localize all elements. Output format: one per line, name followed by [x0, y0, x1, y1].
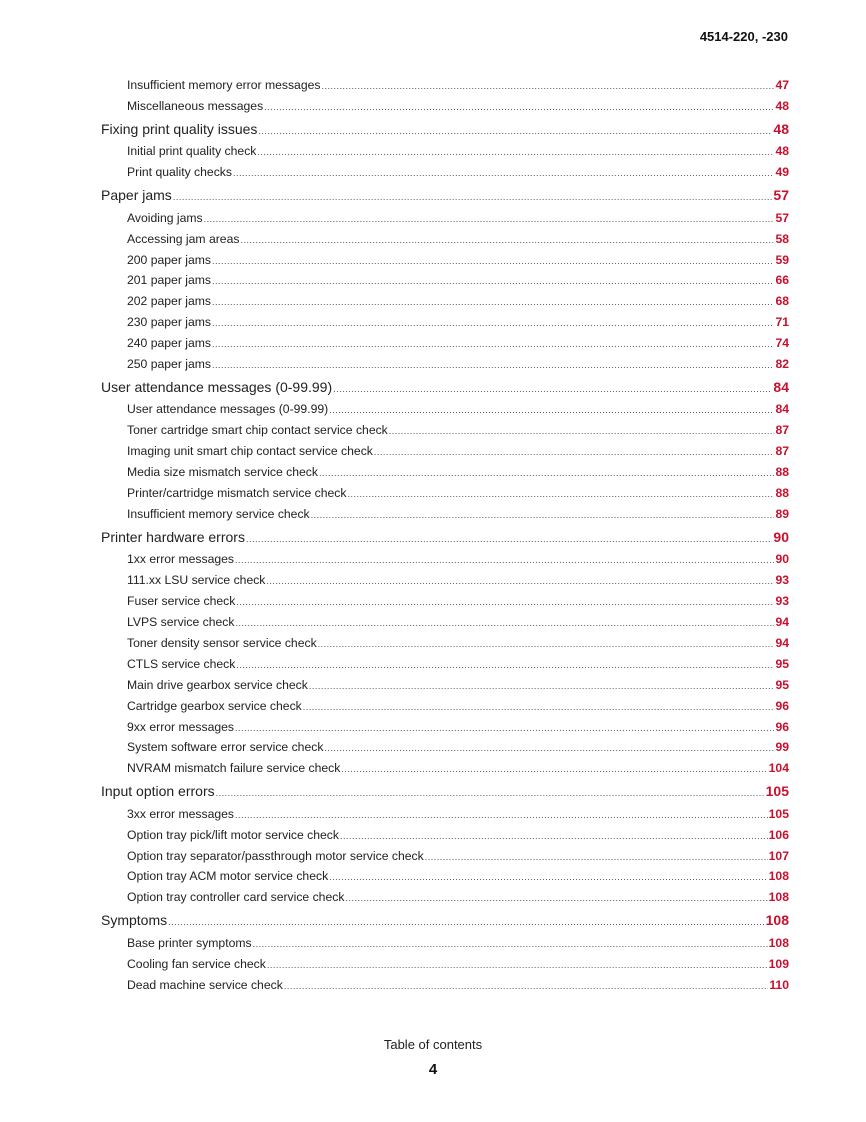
toc-entry-link[interactable]: [101, 423, 789, 444]
toc-entry-title: Base printer symptoms: [127, 935, 252, 950]
toc-entry-title: Imaging unit smart chip contact service check: [127, 444, 373, 459]
toc-entry-link[interactable]: [101, 486, 789, 507]
toc-entry-title: Dead machine service check: [127, 977, 283, 992]
toc-entry-link[interactable]: [101, 99, 789, 120]
toc-page-number: 95: [775, 656, 789, 671]
toc-entry-link[interactable]: [101, 232, 789, 253]
toc-entry-title: 230 paper jams: [127, 315, 212, 330]
toc-page-number: 49: [775, 165, 789, 180]
toc-entry-title: Toner density sensor service check: [127, 635, 317, 650]
dot-leader: [253, 939, 768, 949]
dot-leader: [284, 981, 769, 991]
toc-page-number: 95: [775, 677, 789, 692]
toc-entry-title: Insufficient memory error messages: [127, 78, 321, 92]
toc-entry-title: Printer hardware errors: [101, 528, 245, 545]
toc-entry-link[interactable]: [101, 699, 789, 720]
toc-entry-title: Cartridge gearbox service check: [127, 698, 302, 713]
dot-leader: [340, 831, 768, 841]
toc-entry-title: 200 paper jams: [127, 252, 212, 267]
toc-page-number: 48: [775, 98, 789, 113]
dot-leader: [240, 235, 774, 245]
dot-leader: [374, 447, 775, 457]
toc-entry-link[interactable]: [101, 336, 789, 357]
toc-page-number: 71: [775, 315, 789, 330]
toc-entry-title: Option tray separator/passthrough motor service check: [127, 848, 424, 863]
toc-entry-title: Option tray controller card service check: [127, 890, 345, 905]
dot-leader: [266, 576, 774, 586]
toc-page-number: 105: [768, 806, 789, 821]
toc-page-number: 48: [773, 120, 789, 137]
toc-page-number: 104: [768, 761, 789, 776]
toc-page-number: 108: [768, 869, 789, 884]
toc-entry-title: System software error service check: [127, 740, 324, 755]
toc-page-number: 109: [768, 956, 789, 971]
dot-leader: [233, 168, 774, 178]
toc-page-number: 108: [768, 890, 789, 905]
toc-page-number: 89: [775, 506, 789, 521]
toc-page-number: 93: [775, 573, 789, 588]
toc-entry-link[interactable]: [101, 402, 789, 423]
toc-entry-link[interactable]: [101, 273, 789, 294]
dot-leader: [257, 147, 774, 157]
dot-leader: [212, 360, 774, 370]
toc-entry-link[interactable]: [101, 165, 789, 186]
dot-leader: [235, 618, 774, 628]
toc-entry-link[interactable]: [101, 657, 789, 678]
dot-leader: [212, 318, 774, 328]
toc-entry-link[interactable]: [101, 315, 789, 336]
toc-entry-title: Printer/cartridge mismatch service check: [127, 486, 347, 501]
toc-page-number: 66: [775, 273, 789, 288]
dot-leader: [235, 555, 774, 565]
toc-entry-link[interactable]: [101, 936, 789, 957]
dot-leader: [204, 214, 775, 224]
toc-page-number: 88: [775, 465, 789, 480]
dot-leader: [212, 297, 774, 307]
dot-leader: [236, 597, 774, 607]
dot-leader: [322, 81, 775, 91]
toc-page-number: 110: [769, 977, 789, 992]
table-of-contents: [101, 78, 789, 999]
dot-leader: [318, 639, 775, 649]
toc-entry-title: Cooling fan service check: [127, 956, 266, 971]
toc-section-link[interactable]: [101, 378, 789, 403]
toc-entry-title: Option tray ACM motor service check: [127, 869, 329, 884]
dot-leader: [235, 810, 768, 820]
toc-entry-link[interactable]: [101, 890, 789, 911]
toc-page-number: 84: [773, 378, 789, 395]
toc-page-number: 68: [775, 294, 789, 309]
toc-section-link[interactable]: [101, 120, 789, 145]
toc-entry-link[interactable]: [101, 444, 789, 465]
toc-entry-title: Avoiding jams: [127, 210, 203, 225]
dot-leader: [329, 872, 767, 882]
toc-entry-title: 111.xx LSU service check: [127, 573, 266, 588]
footer-page-number: 4: [428, 1061, 438, 1078]
dot-leader: [264, 102, 774, 112]
toc-entry-title: 9xx error messages: [127, 719, 235, 734]
toc-entry-link[interactable]: [101, 807, 789, 828]
toc-entry-title: CTLS service check: [127, 656, 236, 671]
toc-entry-link[interactable]: [101, 761, 789, 782]
toc-entry-link[interactable]: [101, 957, 789, 978]
toc-page-number: 94: [775, 615, 789, 630]
toc-entry-title: Input option errors: [101, 783, 215, 800]
toc-entry-link[interactable]: [101, 636, 789, 657]
toc-entry-link[interactable]: [101, 978, 789, 999]
dot-leader: [341, 764, 767, 774]
toc-page-number: 59: [775, 252, 789, 267]
toc-entry-title: Print quality checks: [127, 165, 232, 180]
toc-page-number: 87: [775, 423, 789, 438]
dot-leader: [425, 852, 768, 862]
toc-page-number: 84: [775, 402, 789, 417]
dot-leader: [329, 405, 774, 415]
toc-page-number: 90: [773, 528, 789, 545]
toc-section-link[interactable]: [101, 186, 789, 211]
dot-leader: [212, 276, 774, 286]
dot-leader: [389, 426, 775, 436]
toc-entry-title: 3xx error messages: [127, 806, 235, 821]
toc-entry-title: Initial print quality check: [127, 144, 257, 159]
toc-entry-title: Miscellaneous messages: [127, 98, 264, 113]
toc-page-number: 90: [775, 552, 789, 567]
toc-entry-title: Paper jams: [101, 187, 172, 204]
toc-entry-title: Fixing print quality issues: [101, 120, 258, 137]
toc-page-number: 57: [775, 210, 789, 225]
toc-entry-title: Toner cartridge smart chip contact service check: [127, 423, 388, 438]
toc-page-number: 94: [775, 635, 789, 650]
toc-entry-link[interactable]: [101, 78, 789, 99]
toc-entry-link[interactable]: [101, 720, 789, 741]
toc-page-number: 93: [775, 594, 789, 609]
toc-page-number: 107: [768, 848, 789, 863]
toc-page-number: 82: [775, 356, 789, 371]
toc-entry-title: Accessing jam areas: [127, 231, 240, 246]
toc-section-link[interactable]: [101, 911, 789, 936]
toc-entry-link[interactable]: [101, 869, 789, 890]
toc-entry-link[interactable]: [101, 828, 789, 849]
toc-page-number: 106: [768, 827, 789, 842]
toc-page-number: 48: [775, 144, 789, 159]
toc-entry-title: NVRAM mismatch failure service check: [127, 761, 341, 776]
dot-leader: [347, 489, 774, 499]
toc-entry-link[interactable]: [101, 740, 789, 761]
toc-page-number: 74: [775, 336, 789, 351]
dot-leader: [216, 788, 765, 798]
dot-leader: [345, 893, 767, 903]
toc-entry-link[interactable]: [101, 357, 789, 378]
toc-page-number: 105: [765, 783, 789, 800]
toc-entry-link[interactable]: [101, 594, 789, 615]
dot-leader: [258, 126, 772, 136]
dot-leader: [212, 339, 774, 349]
toc-page-number: 58: [775, 231, 789, 246]
toc-page-number: 87: [775, 444, 789, 459]
toc-entry-link[interactable]: [101, 552, 789, 573]
toc-entry-title: 240 paper jams: [127, 336, 212, 351]
toc-entry-link[interactable]: [101, 678, 789, 699]
toc-entry-title: 250 paper jams: [127, 356, 212, 371]
toc-entry-title: 202 paper jams: [127, 294, 212, 309]
toc-section-link[interactable]: [101, 782, 789, 807]
toc-page-number: 57: [773, 187, 789, 204]
dot-leader: [173, 192, 773, 202]
toc-entry-title: 201 paper jams: [127, 273, 212, 288]
dot-leader: [319, 468, 774, 478]
toc-page-number: 108: [768, 935, 789, 950]
dot-leader: [309, 681, 775, 691]
toc-entry-title: User attendance messages (0-99.99): [101, 378, 333, 395]
dot-leader: [236, 660, 774, 670]
toc-entry-link[interactable]: [101, 253, 789, 274]
toc-page-number: 99: [775, 740, 789, 755]
toc-section-link[interactable]: [101, 528, 789, 553]
toc-entry-link[interactable]: [101, 211, 789, 232]
dot-leader: [267, 960, 768, 970]
toc-page-number: 88: [775, 486, 789, 501]
toc-entry-link[interactable]: [101, 615, 789, 636]
toc-entry-link[interactable]: [101, 849, 789, 870]
toc-entry-link[interactable]: [101, 144, 789, 165]
toc-entry-link[interactable]: [101, 507, 789, 528]
document-model-number: 4514-220, -230: [699, 29, 788, 44]
toc-entry-title: Fuser service check: [127, 594, 236, 609]
toc-entry-title: 1xx error messages: [127, 552, 235, 567]
toc-entry-title: Media size mismatch service check: [127, 465, 318, 480]
toc-entry-title: Main drive gearbox service check: [127, 677, 308, 692]
dot-leader: [168, 917, 765, 927]
toc-page-number: 96: [775, 719, 789, 734]
toc-entry-title: LVPS service check: [127, 615, 235, 630]
dot-leader: [324, 743, 774, 753]
toc-entry-link[interactable]: [101, 465, 789, 486]
dot-leader: [235, 723, 774, 733]
dot-leader: [246, 534, 772, 544]
toc-entry-link[interactable]: [101, 573, 789, 594]
toc-entry-title: User attendance messages (0-99.99): [127, 402, 329, 417]
dot-leader: [311, 510, 775, 520]
toc-entry-title: Symptoms: [101, 912, 168, 929]
toc-entry-link[interactable]: [101, 294, 789, 315]
toc-entry-title: Insufficient memory service check: [127, 506, 310, 521]
toc-page-number: 108: [765, 912, 789, 929]
dot-leader: [333, 384, 772, 394]
toc-page-number: 96: [775, 698, 789, 713]
toc-page-number: 47: [775, 78, 789, 92]
dot-leader: [212, 256, 774, 266]
footer-section-label: Table of contents: [383, 1037, 483, 1052]
toc-entry-title: Option tray pick/lift motor service check: [127, 827, 339, 842]
dot-leader: [303, 702, 775, 712]
